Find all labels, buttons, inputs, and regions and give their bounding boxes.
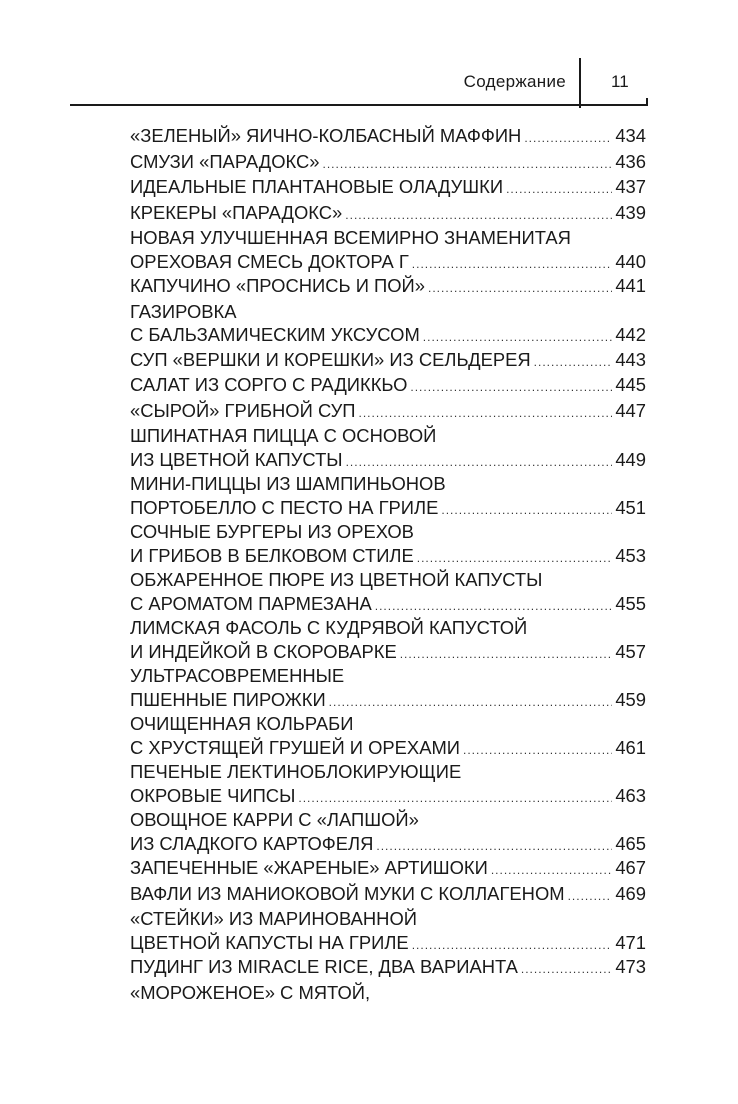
toc-page-number: 471 xyxy=(615,931,646,953)
toc-entry xyxy=(130,664,646,711)
toc-entry xyxy=(130,907,646,954)
toc-entry-title: СОЧНЫЕ БУРГЕРЫ ИЗ ОРЕХОВ xyxy=(130,521,414,542)
toc-entry-line xyxy=(130,784,646,808)
toc-page-number: 463 xyxy=(615,784,646,806)
toc-entry-line xyxy=(130,882,646,906)
toc-page-number: 439 xyxy=(615,201,646,223)
toc-entry xyxy=(130,520,646,567)
header-divider-vertical xyxy=(579,58,581,108)
toc-entry-line xyxy=(130,955,646,979)
toc-entry-title: КРЕКЕРЫ «ПАРАДОКС» xyxy=(130,201,343,223)
toc-entry-line xyxy=(130,544,646,568)
toc-entry-line xyxy=(130,300,646,324)
toc-entry xyxy=(130,712,646,759)
toc-entry-line xyxy=(130,448,646,472)
toc-entry-title: «СЫРОЙ» ГРИБНОЙ СУП xyxy=(130,399,356,421)
toc-page-number: 455 xyxy=(615,592,646,614)
toc-entry-title: КАПУЧИНО «ПРОСНИСЬ И ПОЙ» xyxy=(130,275,425,296)
toc-entry-title: ПОРТОБЕЛЛО С ПЕСТО НА ГРИЛЕ xyxy=(130,496,439,518)
toc-entry-line xyxy=(130,472,646,496)
dot-leader xyxy=(359,402,613,426)
toc-entry-title: ПЕЧЕНЫЕ ЛЕКТИНОБЛОКИРУЮЩИЕ xyxy=(130,761,462,782)
dot-leader xyxy=(491,859,612,883)
toc-entry-line xyxy=(130,931,646,955)
toc-page-number: 445 xyxy=(615,374,646,395)
toc-entry-title: «СТЕЙКИ» ИЗ МАРИНОВАННОЙ xyxy=(130,908,417,929)
toc-entry-line xyxy=(130,520,646,544)
toc-page-number: 473 xyxy=(615,956,646,977)
toc-entry-line xyxy=(130,981,646,1005)
toc-entry-title: ОКРОВЫЕ ЧИПСЫ xyxy=(130,784,296,806)
toc-entry xyxy=(130,348,646,372)
toc-entry-line xyxy=(130,323,646,347)
toc-entry-line xyxy=(130,201,646,225)
toc-entry-title: С ХРУСТЯЩЕЙ ГРУШЕЙ И ОРЕХАМИ xyxy=(130,736,461,758)
dot-leader xyxy=(417,547,613,571)
toc-entry-line xyxy=(130,856,646,880)
table-of-contents xyxy=(130,124,646,1006)
toc-page-number: 465 xyxy=(615,832,646,854)
toc-entry-title: ПШЕННЫЕ ПИРОЖКИ xyxy=(130,688,326,710)
toc-entry xyxy=(130,300,646,347)
toc-page-number: 437 xyxy=(615,176,646,197)
dot-leader xyxy=(375,595,613,619)
dot-leader xyxy=(323,153,613,177)
toc-entry-title: «ЗЕЛЕНЫЙ» ЯИЧНО-КОЛБАСНЫЙ МАФФИН xyxy=(130,125,522,146)
toc-page-number: 440 xyxy=(615,250,646,272)
toc-entry-title: ИДЕАЛЬНЫЕ ПЛАНТАНОВЫЕ ОЛАДУШКИ xyxy=(130,176,504,197)
dot-leader xyxy=(329,691,613,715)
page-number: 11 xyxy=(611,72,629,91)
dot-leader xyxy=(534,351,613,375)
running-header-title: Содержание xyxy=(463,72,566,91)
toc-entry-title: С БАЛЬЗАМИЧЕСКИМ УКСУСОМ xyxy=(130,324,420,345)
dot-leader xyxy=(412,253,613,277)
dot-leader xyxy=(521,958,612,982)
toc-entry-title: ЗАПЕЧЕННЫЕ «ЖАРЕНЫЕ» АРТИШОКИ xyxy=(130,857,488,878)
toc-entry-line xyxy=(130,175,646,199)
dot-leader xyxy=(345,204,612,228)
toc-entry-title: И ИНДЕЙКОЙ В СКОРОВАРКЕ xyxy=(130,640,397,662)
toc-entry-title: ИЗ ЦВЕТНОЙ КАПУСТЫ xyxy=(130,448,343,470)
toc-entry-title: ИЗ СЛАДКОГО КАРТОФЕЛЯ xyxy=(130,832,374,854)
toc-entry-line xyxy=(130,832,646,856)
toc-entry-line xyxy=(130,424,646,448)
toc-entry xyxy=(130,808,646,855)
toc-entry-title: ОВОЩНОЕ КАРРИ С «ЛАПШОЙ» xyxy=(130,809,419,830)
toc-entry-line xyxy=(130,150,646,174)
toc-entry xyxy=(130,981,646,1005)
toc-page-number: 469 xyxy=(615,882,646,904)
toc-entry-line xyxy=(130,496,646,520)
dot-leader xyxy=(428,277,612,301)
toc-entry xyxy=(130,616,646,663)
toc-page-number: 457 xyxy=(615,640,646,662)
toc-entry-title: ВАФЛИ ИЗ МАНИОКОВОЙ МУКИ С КОЛЛАГЕНОМ xyxy=(130,882,565,904)
toc-entry xyxy=(130,882,646,906)
toc-entry-line xyxy=(130,616,646,640)
toc-entry-line xyxy=(130,808,646,832)
toc-entry xyxy=(130,124,646,148)
toc-entry xyxy=(130,760,646,807)
toc-page-number: 442 xyxy=(615,324,646,345)
toc-page-number: 451 xyxy=(615,496,646,518)
toc-entry-title: ПУДИНГ ИЗ MIRACLE RICE, ДВА ВАРИАНТА xyxy=(130,956,518,977)
dot-leader xyxy=(441,499,612,523)
dot-leader xyxy=(400,643,613,667)
dot-leader xyxy=(410,376,612,400)
dot-leader xyxy=(423,326,613,350)
toc-entry-line xyxy=(130,760,646,784)
header-rule xyxy=(70,104,648,106)
toc-entry-line xyxy=(130,712,646,736)
toc-entry-title: ЦВЕТНОЙ КАПУСТЫ НА ГРИЛЕ xyxy=(130,931,409,953)
toc-entry-line xyxy=(130,124,646,148)
toc-page-number: 467 xyxy=(615,857,646,878)
toc-page-number: 434 xyxy=(615,125,646,146)
toc-entry-line xyxy=(130,592,646,616)
toc-page-number: 441 xyxy=(615,275,646,296)
toc-page-number: 436 xyxy=(615,150,646,172)
dot-leader xyxy=(506,178,612,202)
toc-page-number: 447 xyxy=(615,399,646,421)
toc-entry-title: ГАЗИРОВКА xyxy=(130,300,237,322)
toc-entry xyxy=(130,856,646,880)
toc-entry-line xyxy=(130,348,646,372)
toc-entry-title: ШПИНАТНАЯ ПИЦЦА С ОСНОВОЙ xyxy=(130,425,437,446)
toc-entry-line xyxy=(130,640,646,664)
toc-entry-line xyxy=(130,274,646,298)
toc-entry xyxy=(130,399,646,423)
dot-leader xyxy=(524,127,612,151)
toc-entry-line xyxy=(130,907,646,931)
toc-entry-line xyxy=(130,399,646,423)
toc-entry xyxy=(130,274,646,298)
dot-leader xyxy=(463,739,612,763)
toc-entry-title: МИНИ-ПИЦЦЫ ИЗ ШАМПИНЬОНОВ xyxy=(130,473,446,494)
toc-entry xyxy=(130,150,646,174)
dot-leader xyxy=(298,787,612,811)
toc-entry xyxy=(130,201,646,225)
dot-leader xyxy=(346,451,613,475)
toc-entry-title: ОБЖАРЕННОЕ ПЮРЕ ИЗ ЦВЕТНОЙ КАПУСТЫ xyxy=(130,569,543,590)
toc-entry xyxy=(130,472,646,519)
toc-page-number: 443 xyxy=(615,348,646,370)
toc-entry-title: СУП «ВЕРШКИ И КОРЕШКИ» ИЗ СЕЛЬДЕРЕЯ xyxy=(130,348,531,370)
toc-entry xyxy=(130,175,646,199)
toc-entry-title: ЛИМСКАЯ ФАСОЛЬ С КУДРЯВОЙ КАПУСТОЙ xyxy=(130,617,528,638)
toc-entry xyxy=(130,955,646,979)
dot-leader xyxy=(376,835,612,859)
toc-entry-title: ОЧИЩЕННАЯ КОЛЬРАБИ xyxy=(130,713,354,734)
toc-entry-title: СМУЗИ «ПАРАДОКС» xyxy=(130,150,320,172)
toc-entry-title: ОРЕХОВАЯ СМЕСЬ ДОКТОРА Г xyxy=(130,250,409,272)
toc-entry-line xyxy=(130,250,646,274)
header-rule-tick xyxy=(646,98,648,106)
toc-entry-line xyxy=(130,664,646,688)
dot-leader xyxy=(412,934,613,958)
toc-entry-line xyxy=(130,568,646,592)
toc-entry xyxy=(130,568,646,615)
toc-entry xyxy=(130,226,646,273)
toc-entry-title: САЛАТ ИЗ СОРГО С РАДИККЬО xyxy=(130,374,408,395)
toc-entry xyxy=(130,373,646,397)
toc-entry-title: С АРОМАТОМ ПАРМЕЗАНА xyxy=(130,592,372,614)
toc-entry xyxy=(130,424,646,471)
toc-entry-line xyxy=(130,226,646,250)
toc-entry-title: НОВАЯ УЛУЧШЕННАЯ ВСЕМИРНО ЗНАМЕНИТАЯ xyxy=(130,227,571,248)
dot-leader xyxy=(568,885,613,909)
toc-page-number: 449 xyxy=(615,448,646,470)
toc-page-number: 453 xyxy=(615,544,646,566)
toc-entry-title: И ГРИБОВ В БЕЛКОВОМ СТИЛЕ xyxy=(130,544,414,566)
toc-page-number: 461 xyxy=(615,736,646,758)
toc-entry-title: «МОРОЖЕНОЕ» С МЯТОЙ, xyxy=(130,981,371,1003)
toc-entry-line xyxy=(130,736,646,760)
toc-page-number: 459 xyxy=(615,688,646,710)
toc-entry-title: УЛЬТРАСОВРЕМЕННЫЕ xyxy=(130,665,345,686)
toc-entry-line xyxy=(130,373,646,397)
toc-entry-line xyxy=(130,688,646,712)
